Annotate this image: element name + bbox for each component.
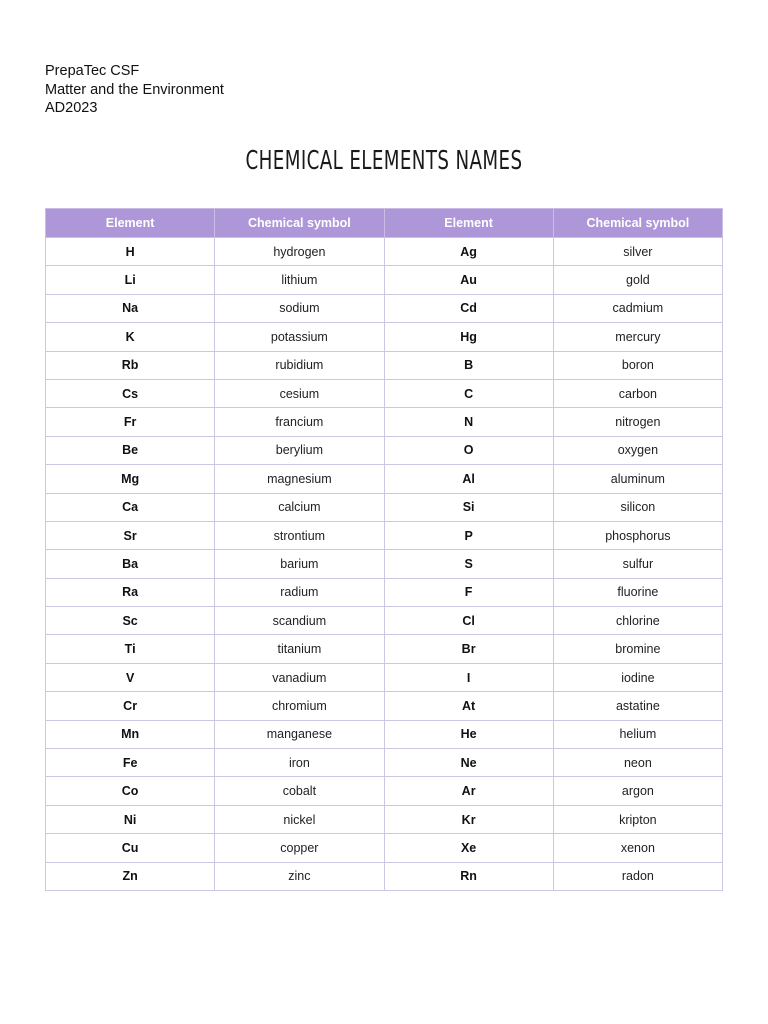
table-row [46,663,723,691]
table-body [46,238,723,891]
element-symbol-cell: Rb [46,351,215,379]
element-name-cell: mercury [553,323,722,351]
elements-table [45,208,723,891]
table-row [46,749,723,777]
element-name-cell: chlorine [553,607,722,635]
element-name-cell: oxygen [553,436,722,464]
element-name-cell: zinc [215,862,384,890]
element-symbol-cell: Ba [46,550,215,578]
element-symbol-cell: V [46,663,215,691]
element-name-cell: cadmium [553,294,722,322]
element-symbol-cell: Fe [46,749,215,777]
element-symbol-cell: Na [46,294,215,322]
element-symbol-cell: Xe [384,834,553,862]
table-row [46,578,723,606]
element-symbol-cell: Mn [46,720,215,748]
element-name-cell: astatine [553,692,722,720]
element-name-cell: francium [215,408,384,436]
element-symbol-cell: Ti [46,635,215,663]
element-symbol-cell: Ag [384,238,553,266]
column-header: Chemical symbol [553,209,722,238]
element-symbol-cell: At [384,692,553,720]
element-name-cell: xenon [553,834,722,862]
element-symbol-cell: N [384,408,553,436]
element-name-cell: silver [553,238,722,266]
element-name-cell: kripton [553,805,722,833]
element-name-cell: hydrogen [215,238,384,266]
element-name-cell: manganese [215,720,384,748]
element-symbol-cell: Kr [384,805,553,833]
table-row [46,777,723,805]
element-name-cell: sodium [215,294,384,322]
table-row [46,493,723,521]
element-name-cell: radium [215,578,384,606]
element-symbol-cell: F [384,578,553,606]
element-name-cell: potassium [215,323,384,351]
element-name-cell: magnesium [215,465,384,493]
element-name-cell: cesium [215,379,384,407]
element-name-cell: nitrogen [553,408,722,436]
element-symbol-cell: Cr [46,692,215,720]
element-symbol-cell: Cd [384,294,553,322]
element-symbol-cell: Sc [46,607,215,635]
table-row [46,720,723,748]
element-name-cell: phosphorus [553,521,722,549]
element-name-cell: cobalt [215,777,384,805]
element-symbol-cell: Rn [384,862,553,890]
element-symbol-cell: B [384,351,553,379]
element-name-cell: berylium [215,436,384,464]
column-header: Element [384,209,553,238]
element-name-cell: titanium [215,635,384,663]
element-symbol-cell: Br [384,635,553,663]
element-symbol-cell: Fr [46,408,215,436]
element-name-cell: silicon [553,493,722,521]
element-symbol-cell: Mg [46,465,215,493]
element-name-cell: fluorine [553,578,722,606]
element-name-cell: neon [553,749,722,777]
element-symbol-cell: Al [384,465,553,493]
school-name: PrepaTec CSF [45,63,140,79]
table-row [46,436,723,464]
element-symbol-cell: He [384,720,553,748]
element-symbol-cell: Ne [384,749,553,777]
table-row [46,607,723,635]
element-name-cell: iodine [553,663,722,691]
element-symbol-cell: Ar [384,777,553,805]
element-name-cell: nickel [215,805,384,833]
page-title: CHEMICAL ELEMENTS NAMES [245,146,523,176]
element-symbol-cell: Zn [46,862,215,890]
element-symbol-cell: Sr [46,521,215,549]
table-row [46,862,723,890]
element-symbol-cell: Cs [46,379,215,407]
column-header: Element [46,209,215,238]
element-symbol-cell: O [384,436,553,464]
table-header-row [46,209,723,238]
element-name-cell: vanadium [215,663,384,691]
element-name-cell: argon [553,777,722,805]
table-row [46,238,723,266]
column-header: Chemical symbol [215,209,384,238]
element-symbol-cell: Au [384,266,553,294]
element-name-cell: chromium [215,692,384,720]
table-row [46,635,723,663]
element-symbol-cell: I [384,663,553,691]
element-name-cell: sulfur [553,550,722,578]
element-symbol-cell: P [384,521,553,549]
element-name-cell: rubidium [215,351,384,379]
element-name-cell: helium [553,720,722,748]
course-name: Matter and the Environment [45,81,224,98]
table-row [46,550,723,578]
element-symbol-cell: C [384,379,553,407]
element-name-cell: aluminum [553,465,722,493]
element-symbol-cell: Be [46,436,215,464]
element-symbol-cell: Co [46,777,215,805]
table-row [46,692,723,720]
table-row [46,351,723,379]
table-row [46,465,723,493]
element-symbol-cell: K [46,323,215,351]
element-symbol-cell: Cl [384,607,553,635]
table-row [46,834,723,862]
element-name-cell: copper [215,834,384,862]
element-name-cell: scandium [215,607,384,635]
element-name-cell: strontium [215,521,384,549]
element-symbol-cell: Si [384,493,553,521]
element-name-cell: gold [553,266,722,294]
element-symbol-cell: H [46,238,215,266]
element-name-cell: barium [215,550,384,578]
element-symbol-cell: Li [46,266,215,294]
element-name-cell: boron [553,351,722,379]
element-symbol-cell: Cu [46,834,215,862]
document-header [45,62,224,118]
element-symbol-cell: Hg [384,323,553,351]
element-symbol-cell: Ca [46,493,215,521]
element-name-cell: bromine [553,635,722,663]
table-row [46,521,723,549]
element-name-cell: calcium [215,493,384,521]
element-name-cell: radon [553,862,722,890]
element-name-cell: carbon [553,379,722,407]
element-name-cell: iron [215,749,384,777]
element-symbol-cell: Ra [46,578,215,606]
table-row [46,294,723,322]
element-name-cell: lithium [215,266,384,294]
table-row [46,408,723,436]
element-symbol-cell: Ni [46,805,215,833]
academic-term: AD2023 [45,100,98,116]
table-row [46,323,723,351]
table-row [46,379,723,407]
element-symbol-cell: S [384,550,553,578]
table-row [46,805,723,833]
table-row [46,266,723,294]
